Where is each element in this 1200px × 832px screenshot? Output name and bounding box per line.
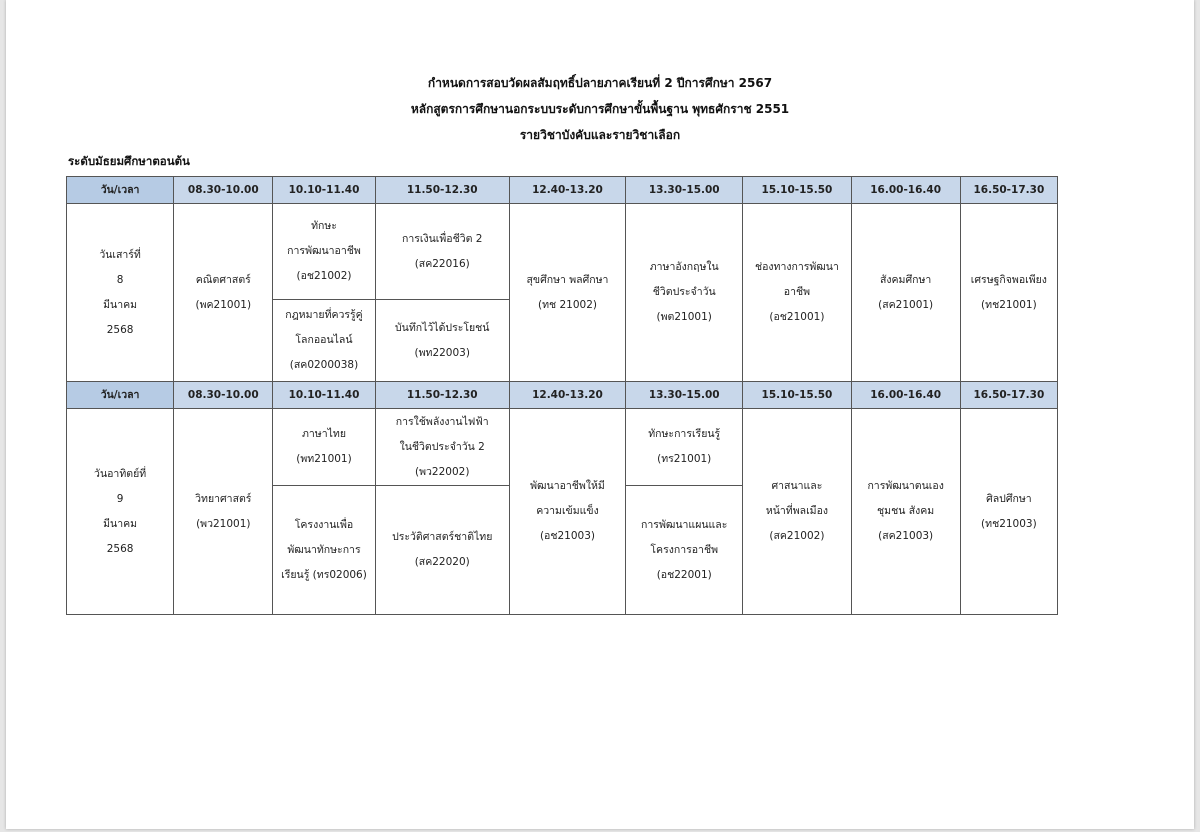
header-slot: 11.50-12.30 xyxy=(375,177,509,204)
subject-cell: คณิตศาสตร์ (พค21001) xyxy=(174,204,273,382)
subject-cell: สังคมศึกษา (สค21001) xyxy=(851,204,960,382)
subject-cell: สุขศึกษา พลศึกษา (ทช 21002) xyxy=(509,204,625,382)
subject-cell: การเงินเพื่อชีวิต 2 (สค22016) xyxy=(375,204,509,300)
subject-cell: ประวัติศาสตร์ชาติไทย (สค22020) xyxy=(375,486,509,615)
table-row xyxy=(67,204,1058,300)
exam-schedule-table xyxy=(66,176,1058,615)
header-slot: 08.30-10.00 xyxy=(174,177,273,204)
day-cell: วันอาทิตย์ที่ 9 มีนาคม 2568 xyxy=(67,409,174,615)
header-slot: 10.10-11.40 xyxy=(273,177,375,204)
subject-cell: ศิลปศึกษา (ทช21003) xyxy=(960,409,1057,615)
header-slot: 12.40-13.20 xyxy=(509,177,625,204)
subject-cell: วิทยาศาสตร์ (พว21001) xyxy=(174,409,273,615)
subject-cell: การพัฒนาตนเอง ชุมชน สังคม (สค21003) xyxy=(851,409,960,615)
document-page xyxy=(6,0,1194,829)
header-slot: 11.50-12.30 xyxy=(375,382,509,409)
header-slot: 15.10-15.50 xyxy=(743,177,851,204)
header-day-time: วัน/เวลา xyxy=(67,177,174,204)
title-line-1: กำหนดการสอบวัดผลสัมฤทธิ์ปลายภาคเรียนที่ 2 ปีการศึกษา 2567 xyxy=(427,76,773,90)
header-slot: 13.30-15.00 xyxy=(626,177,743,204)
header-slot: 16.50-17.30 xyxy=(960,382,1057,409)
header-slot: 16.00-16.40 xyxy=(851,177,960,204)
header-slot: 08.30-10.00 xyxy=(174,382,273,409)
education-level-heading: ระดับมัธยมศึกษาตอนต้น xyxy=(68,154,190,168)
subject-cell: โครงงานเพื่อ พัฒนาทักษะการ เรียนรู้ (ทร02006) xyxy=(273,486,375,615)
subject-cell: ทักษะ การพัฒนาอาชีพ (อช21002) xyxy=(273,204,375,300)
subject-cell: การพัฒนาแผนและ โครงการอาชีพ (อช22001) xyxy=(626,486,743,615)
title-line-3: รายวิชาบังคับและรายวิชาเลือก xyxy=(519,128,681,142)
header-day-time: วัน/เวลา xyxy=(67,382,174,409)
header-slot: 16.00-16.40 xyxy=(851,382,960,409)
subject-cell: กฎหมายที่ควรรู้คู่ โลกออนไลน์ (สค0200038) xyxy=(273,300,375,382)
header-slot: 15.10-15.50 xyxy=(743,382,851,409)
subject-cell: ศาสนาและ หน้าที่พลเมือง (สค21002) xyxy=(743,409,851,615)
table-row xyxy=(67,409,1058,486)
subject-cell: พัฒนาอาชีพให้มี ความเข้มแข็ง (อช21003) xyxy=(509,409,625,615)
subject-cell: การใช้พลังงานไฟฟ้า ในชีวิตประจำวัน 2 (พว22002) xyxy=(375,409,509,486)
header-slot: 16.50-17.30 xyxy=(960,177,1057,204)
subject-cell: ทักษะการเรียนรู้ (ทร21001) xyxy=(626,409,743,486)
table-header-row xyxy=(67,177,1058,204)
table-header-row xyxy=(67,382,1058,409)
subject-cell: ภาษาไทย (พท21001) xyxy=(273,409,375,486)
document-titles xyxy=(6,70,1194,148)
header-slot: 13.30-15.00 xyxy=(626,382,743,409)
title-line-2: หลักสูตรการศึกษานอกระบบระดับการศึกษาขั้นพื้นฐาน พุทธศักราช 2551 xyxy=(410,102,790,116)
subject-cell: ภาษาอังกฤษใน ชีวิตประจำวัน (พต21001) xyxy=(626,204,743,382)
subject-cell: ช่องทางการพัฒนา อาชีพ (อช21001) xyxy=(743,204,851,382)
day-cell: วันเสาร์ที่ 8 มีนาคม 2568 xyxy=(67,204,174,382)
header-slot: 10.10-11.40 xyxy=(273,382,375,409)
subject-cell: เศรษฐกิจพอเพียง (ทช21001) xyxy=(960,204,1057,382)
subject-cell: บันทึกไว้ได้ประโยชน์ (พท22003) xyxy=(375,300,509,382)
header-slot: 12.40-13.20 xyxy=(509,382,625,409)
